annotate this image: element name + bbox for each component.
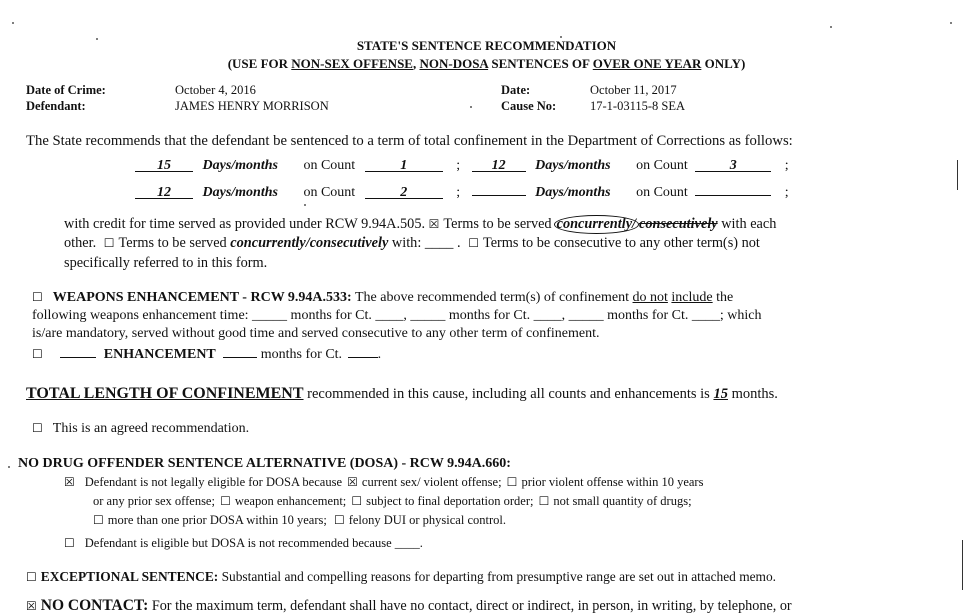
scan-edge-line (962, 540, 963, 590)
no-contact-checkbox[interactable]: ☒ (26, 599, 37, 613)
credit-line-1: with credit for time served as provided under RCW 9.94A.505. ☒ Terms to be served concurrently/ consecutively with each (64, 216, 777, 232)
count-field[interactable] (695, 182, 771, 196)
prior-dosa-checkbox[interactable]: ☐ (93, 513, 104, 527)
scan-speck (560, 36, 562, 38)
weapon-enh-checkbox[interactable]: ☐ (220, 494, 231, 508)
small-quantity-checkbox[interactable]: ☐ (538, 494, 550, 508)
count-field[interactable]: 1 (365, 158, 443, 172)
date-label: Date: (501, 83, 531, 97)
concurrently-circled: concurrently/ (554, 215, 639, 234)
weapons-line-1: ☐ WEAPONS ENHANCEMENT - RCW 9.94A.533: The above recommended term(s) of confinement do not include the (32, 290, 734, 305)
scan-speck (950, 22, 952, 24)
agreed-checkbox[interactable]: ☐ (32, 421, 43, 435)
deportation-checkbox[interactable]: ☐ (351, 494, 363, 508)
consecutively-struck: consecutively (639, 216, 718, 232)
form-title: STATE'S SENTENCE RECOMMENDATION (356, 38, 617, 53)
date-of-crime-label: Date of Crime: (26, 83, 106, 97)
prior-violent-checkbox[interactable]: ☐ (506, 475, 518, 489)
cause-label: Cause No: (501, 99, 557, 113)
count-row-1: 15 Days/months on Count 1 ; 12 Days/months on Count 3 ; (135, 158, 789, 174)
weapons-line-2: following weapons enhancement time: _____ months for Ct. ____, _____ months for Ct. ____, _____ months for Ct. ____; which (32, 308, 762, 323)
date-of-crime-value: October 4, 2016 (175, 83, 256, 97)
terms-with-checkbox[interactable]: ☐ (103, 236, 115, 250)
scan-speck (830, 26, 832, 28)
dosa-line-2: or any prior sex offense; ☐ weapon enhancement; ☐ subject to final deportation order; ☐ not small quantity of drugs; (93, 494, 692, 508)
concurrent-checkbox[interactable]: ☒ (428, 217, 440, 231)
current-offense-checkbox[interactable]: ☒ (347, 475, 358, 489)
count-row-2: 12 Days/months on Count 2 ; Days/months on Count ; (135, 182, 789, 201)
count-field[interactable]: 3 (695, 158, 771, 172)
enhancement-checkbox[interactable]: ☐ (32, 347, 43, 361)
no-contact-line: ☒ NO CONTACT: For the maximum term, defendant shall have no contact, direct or indirect, in person, in writing, by telephone, or (26, 597, 792, 614)
term-field[interactable]: 12 (472, 158, 526, 172)
weapons-checkbox[interactable]: ☐ (32, 290, 43, 304)
total-months-value: 15 (713, 386, 728, 402)
term-field[interactable] (472, 182, 526, 196)
enhancement-type-field[interactable] (60, 344, 96, 358)
form-subtitle: (USE FOR NON-SEX OFFENSE, NON-DOSA SENTENCES OF OVER ONE YEAR ONLY) (227, 56, 746, 71)
scan-speck (96, 38, 98, 40)
enhancement-count-field[interactable] (348, 344, 378, 358)
term-field[interactable]: 12 (135, 185, 193, 199)
exceptional-checkbox[interactable]: ☐ (26, 570, 37, 584)
agreed-line: ☐ This is an agreed recommendation. (32, 421, 250, 436)
credit-line-2: other. ☐ Terms to be served concurrently/consecutively with: ____ . ☐ Terms to be consecutive to any other term(s) not (64, 235, 760, 251)
exceptional-line: ☐ EXCEPTIONAL SENTENCE: Substantial and compelling reasons for departing from presumptive range are set out in attached memo. (26, 569, 777, 584)
dosa-line-3: ☐ more than one prior DOSA within 10 years; ☐ felony DUI or physical control. (93, 513, 506, 527)
defendant-label: Defendant: (26, 99, 86, 113)
count-field[interactable]: 2 (365, 185, 443, 199)
term-field[interactable]: 15 (135, 158, 193, 172)
scan-speck (304, 204, 306, 206)
scan-speck (12, 22, 14, 24)
dosa-ineligible-checkbox[interactable]: ☒ (64, 475, 75, 489)
date-value: October 11, 2017 (590, 83, 677, 97)
dosa-line-1: ☒ Defendant is not legally eligible for DOSA because ☒ current sex/ violent offense; ☐ prior violent offense within 10 years (64, 475, 704, 489)
credit-line-3: specifically referred to in this form. (64, 255, 268, 271)
enhancement-line: ☐ ENHANCEMENT months for Ct. . (32, 344, 381, 363)
defendant-value: JAMES HENRY MORRISON (175, 99, 329, 113)
total-length-line: TOTAL LENGTH OF CONFINEMENT recommended in this cause, including all counts and enhancements is 15 months. (26, 385, 778, 402)
scan-speck (470, 106, 472, 108)
enhancement-months-field[interactable] (223, 344, 257, 358)
dosa-title: NO DRUG OFFENDER SENTENCE ALTERNATIVE (DOSA) - RCW 9.94A.660: (18, 456, 511, 471)
scan-edge-line (957, 160, 958, 190)
scan-speck (8, 466, 10, 468)
weapons-line-3: is/are mandatory, served without good time and served consecutive to any other term of confinement. (32, 326, 600, 341)
dosa-eligible-checkbox[interactable]: ☐ (64, 536, 75, 550)
recommendation-intro: The State recommends that the defendant be sentenced to a term of total confinement in the Department of Corrections as follows: (26, 133, 793, 149)
cause-value: 17-1-03115-8 SEA (590, 99, 686, 113)
dosa-eligible-line: ☐ Defendant is eligible but DOSA is not recommended because ____. (64, 536, 423, 550)
felony-dui-checkbox[interactable]: ☐ (333, 513, 345, 527)
consecutive-other-checkbox[interactable]: ☐ (468, 236, 479, 250)
